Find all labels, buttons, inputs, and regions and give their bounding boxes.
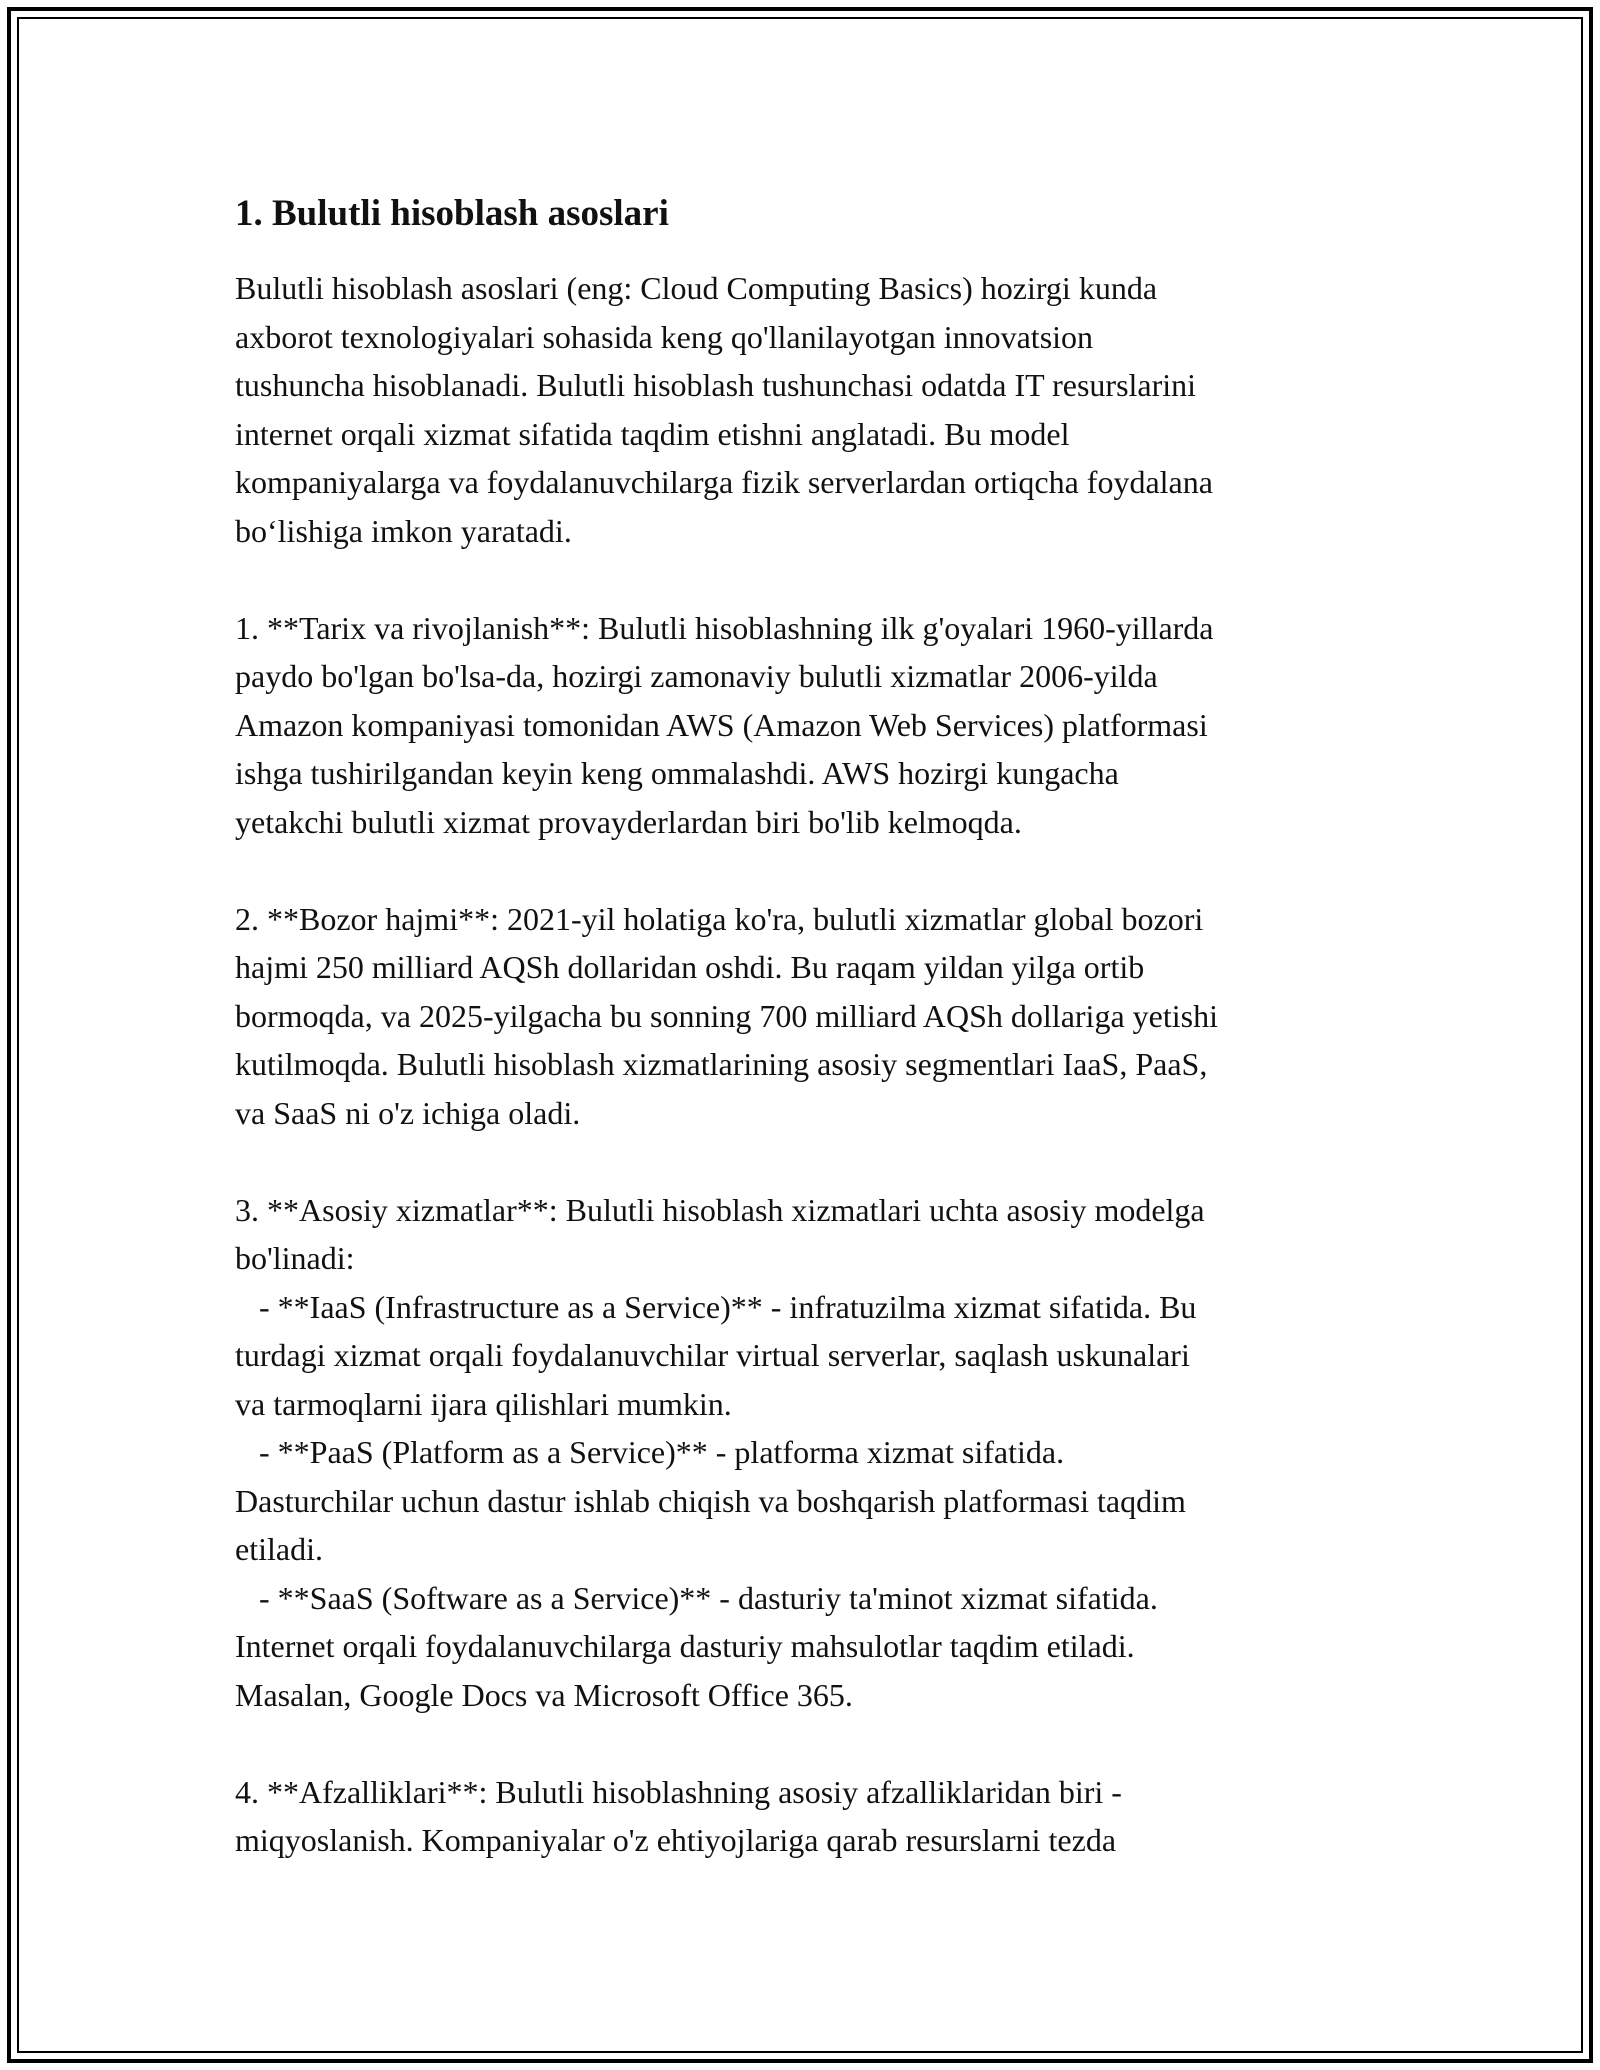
text-line: Amazon kompaniyasi tomonidan AWS (Amazon Web Services) platformasi (235, 706, 1208, 743)
text-line: kutilmoqda. Bulutli hisoblash xizmatlarining asosiy segmentlari IaaS, PaaS, (235, 1046, 1208, 1082)
text-line: 3. **Asosiy xizmatlar**: Bulutli hisoblash xizmatlari uchta asosiy modelga (235, 1191, 1205, 1228)
main-services-paragraph (235, 1186, 1385, 1720)
text-line: va tarmoqlarni ijara qilishlari mumkin. (235, 1385, 732, 1422)
text-line: Masalan, Google Docs va Microsoft Office 365. (235, 1676, 853, 1713)
text-line: - **PaaS (Platform as a Service)** - platforma xizmat sifatida. (235, 1434, 1065, 1470)
history-paragraph (235, 604, 1385, 847)
text-line: miqyoslanish. Kompaniyalar o'z ehtiyojlariga qarab resurslarni tezda (235, 1822, 1117, 1858)
text-line: internet orqali xizmat sifatida taqdim etishni anglatadi. Bu model (235, 415, 1070, 452)
spacer (235, 846, 1385, 895)
text-line: tushuncha hisoblanadi. Bulutli hisoblash tushunchasi odatda IT resurslarini (235, 367, 1197, 403)
text-line: - **SaaS (Software as a Service)** - dasturiy ta'minot xizmat sifatida. (235, 1579, 1158, 1616)
spacer (235, 1719, 1385, 1768)
advantages-paragraph (235, 1768, 1385, 1865)
market-size-paragraph (235, 895, 1385, 1138)
text-line: ishga tushirilgandan keyin keng ommalashdi. AWS hozirgi kungacha (235, 755, 1119, 791)
text-line: Internet orqali foydalanuvchilarga dasturiy mahsulotlar taqdim etiladi. (235, 1628, 1135, 1664)
section-heading: 1. Bulutli hisoblash asoslari (235, 193, 669, 234)
text-line: turdagi xizmat orqali foydalanuvchilar virtual serverlar, saqlash uskunalari (235, 1337, 1190, 1373)
text-line: etiladi. (235, 1531, 323, 1567)
text-line: Dasturchilar uchun dastur ishlab chiqish va boshqarish platformasi taqdim (235, 1482, 1186, 1519)
text-line: paydo bo'lgan bo'lsa-da, hozirgi zamonaviy bulutli xizmatlar 2006-yilda (235, 658, 1158, 694)
text-line: yetakchi bulutli xizmat provayderlardan biri bo'lib kelmoqda. (235, 803, 1022, 840)
text-line: - **IaaS (Infrastructure as a Service)** - infratuzilma xizmat sifatida. Bu (235, 1288, 1197, 1325)
text-line: kompaniyalarga va foydalanuvchilarga fizik serverlardan ortiqcha foydalana (235, 464, 1213, 500)
text-line: Bulutli hisoblash asoslari (eng: Cloud Computing Basics) hozirgi kunda (235, 270, 1158, 306)
text-line: axborot texnologiyalari sohasida keng qo'llanilayotgan innovatsion (235, 318, 1094, 355)
text-line: 2. **Bozor hajmi**: 2021-yil holatiga ko'ra, bulutli xizmatlar global bozori (235, 900, 1204, 937)
intro-paragraph (235, 264, 1385, 555)
document-body (235, 186, 1385, 1865)
spacer (235, 1137, 1385, 1186)
text-line: bo'linadi: (235, 1240, 355, 1276)
text-line: bo‘lishiga imkon yaratadi. (235, 512, 572, 549)
text-line: 1. **Tarix va rivojlanish**: Bulutli hisoblashning ilk g'oyalari 1960-yillarda (235, 609, 1214, 646)
text-line: 4. **Afzalliklari**: Bulutli hisoblashning asosiy afzalliklaridan biri - (235, 1773, 1122, 1810)
spacer (235, 242, 1385, 264)
text-line: hajmi 250 milliard AQSh dollaridan oshdi. Bu raqam yildan yilga ortib (235, 949, 1145, 985)
text-line: bormoqda, va 2025-yilgacha bu sonning 700 milliard AQSh dollariga yetishi (235, 997, 1218, 1034)
text-line: va SaaS ni o'z ichiga oladi. (235, 1094, 581, 1131)
spacer (235, 555, 1385, 604)
